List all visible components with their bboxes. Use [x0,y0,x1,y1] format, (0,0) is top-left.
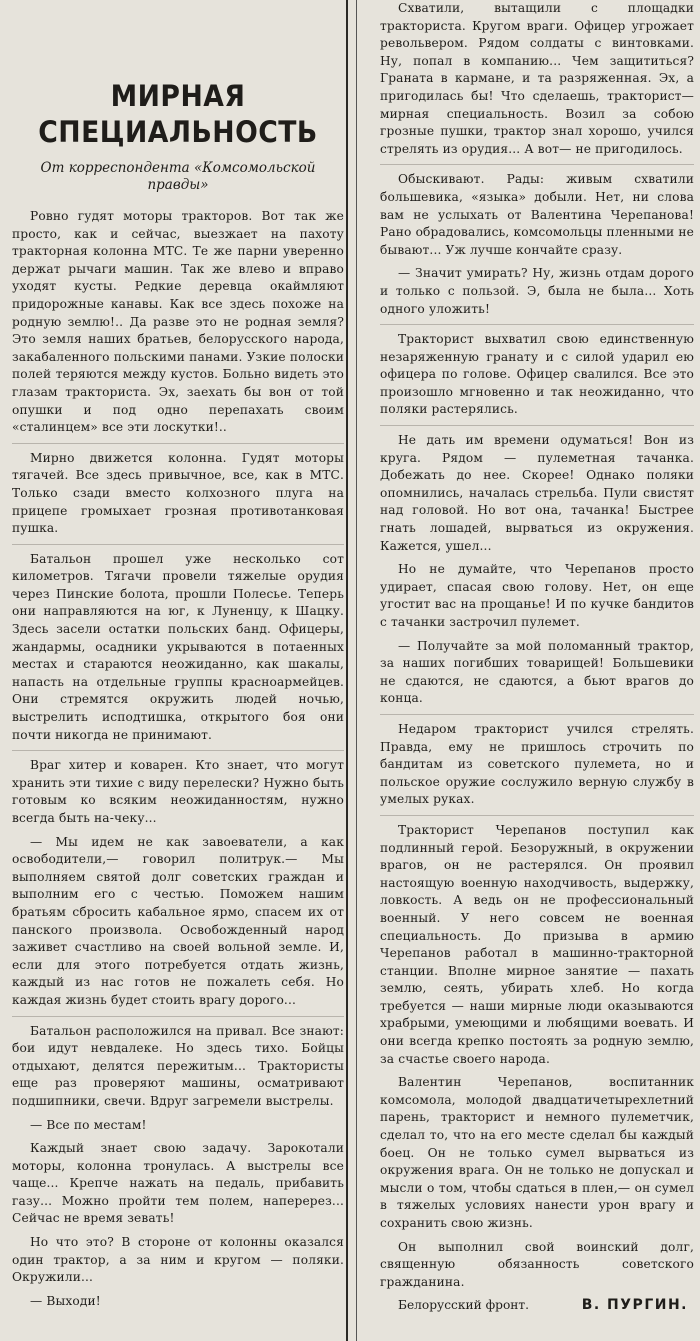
paragraph: Тракторист выхватил свою единственную незаряженную гранату и с силой ударил ею офицера по голове. Офицер свалился. Все это произошло мгновенно и так неожиданно, что поляки растерялись. [380,332,694,417]
paragraph: — Все по местам! [30,1117,147,1132]
paragraph: — Получайте за мой поломанный трактор, за наших погибших товарищей! Большевики не сдаются, не сдаются, а бьют врагов до конца. [380,638,694,706]
divider [12,544,344,545]
paragraph: Мирно движется колонна. Гудят моторы тягачей. Все здесь привычное, все, как в МТС. Только сзади вместо колхозного плуга на прицепе громыхает грозная противотанковая пушка. [12,450,344,536]
paragraph: Каждый знает свою задачу. Зарокотали моторы, колонна тронулась. А выстрелы все чаще... Крепче нажать на педаль, прибавить газу... Можно пройти тем полем, наперерез... Сейчас не время зевать! [12,1141,344,1226]
dateline: Белорусский фронт. [398,1298,530,1313]
signature-row [380,1297,694,1315]
author-signature: В. ПУРГИН. [581,1297,688,1314]
paragraph: Батальон расположился на привал. Все знают: бои идут невдалеке. Но здесь тихо. Бойцы отдыхают, делятся пережитым... Трактористы еще раз проверяют машины, осматривают подшипники, свечи. Вдруг загремели выстрелы. [12,1023,344,1108]
divider [12,1016,344,1017]
paragraph: Враг хитер и коварен. Кто знает, что могут хранить эти тихие с виду перелески? Нужно быть готовым ко всяким неожиданностям, нужно всегда быть на-чеку... [12,758,344,825]
divider [380,425,694,426]
divider [380,164,694,165]
article-title [25,78,330,150]
paragraph: Но не думайте, что Черепанов просто удирает, спасая свою голову. Нет, он еще угостит вас на прощанье! И по кучке бандитов с тачанки застрочил пулемет. [380,562,694,629]
paragraph: Но что это? В стороне от колонны оказался один трактор, а за ним и кругом — поляки. Окружили... [12,1235,344,1285]
divider [380,714,694,715]
paragraph: Он выполнил свой воинский долг, священную обязанность советского гражданина. [380,1239,694,1289]
paragraph: Недаром тракторист учился стрелять. Правда, ему не пришлось строчить по бандитам из советского пулемета, но и польское оружие сослужило верную службу в умелых руках. [380,721,694,807]
divider [12,443,344,444]
paragraph: Не дать им времени одуматься! Вон из круга. Рядом — пулеметная тачанка. Добежать до нее. Скорее! Однако поляки опомнились, началась стрельба. Пули свистят над головой. Но вот она, тачанка! Быстрее гнать лошадей, вырваться из окружения. Кажется, ушел... [380,433,694,553]
paragraph: Валентин Черепанов, воспитанник комсомола, молодой двадцатичетырехлетний парень, тракторист и немного пулеметчик, сделал то, что на его месте сделал бы каждый боец. Он не только сумел вырваться из окружения врага. Он не только не допускал и мысли о том, чтобы сдаться в плен,— он сумел в тяжелых условиях нанести урон врагу и сохранить свою жизнь. [380,1075,694,1230]
paragraph: — Выходи! [30,1293,101,1308]
paragraph: Обыскивают. Рады: живым схватили большевика, «языка» добыли. Нет, ни слова вам не услыхать от Валентина Черепанова! Рано обрадовались, комсомольцы пленными не бывают... Уж лучше кончайте сразу. [380,172,694,257]
right-column [360,0,700,1341]
title-line-2: СПЕЦИАЛЬНОСТЬ [38,115,318,149]
divider [12,750,344,751]
paragraph: — Значит умирать? Ну, жизнь отдам дорого и только с пользой. Э, была не была... Хоть одного уложить! [380,266,694,316]
divider [380,324,694,325]
paragraph: Ровно гудят моторы тракторов. Вот так же просто, как и сейчас, выезжает на пахоту тракторная колонна МТС. Те же парни уверенно держат рычаги машин. Так же влево и вправо уходят кусты. Редкие деревца окаймляют придорожные канавы. Как все здесь похоже на родную землю!.. Да разве это не родная земля? Это земля наших братьев, белорусского народа, закабаленного польскими панами. Узкие полоски полей теряются между кустов. Больно видеть это глазам тракториста. Эх, заехать бы вон от той опушки и под одно перепахать своим «сталинцем» все эти лоскутки!.. [12,209,344,435]
divider [380,815,694,816]
paragraph: Батальон прошел уже несколько сот километров. Тягачи провели тяжелые орудия через Пинские болота, прошли Полесье. Теперь они направляются на юг, к Луненцу, к Шацку. Здесь засели остатки польских банд. Офицеры, жандармы, осадники укрываются в потаенных местах и стараются неожиданно, как шакалы, напасть на отдельные группы красноармейцев. Они стремятся окружить людей ночью, выстрелить исподтишка, открытого боя они почти никогда не принимают. [12,551,344,742]
article-byline: От корреспондента «Комсомольской правды» [40,160,316,193]
paragraph: — Мы идем не как завоеватели, а как освободители,— говорил политрук.— Мы выполняем святой долг советских граждан и выполним его с честью. Поможем нашим братьям сбросить кабальное ярмо, спасем их от панского произвола. Освобожденный народ заживет счастливо на своей вольной земле. И, если для этого потребуется отдать жизнь, каждый из нас готов не пожалеть себя. Но каждая жизнь будет стоить врагу дорого... [12,834,344,1007]
column-divider-thin [356,0,357,1341]
paragraph: Тракторист Черепанов поступил как подлинный герой. Безоружный, в окружении врагов, он не растерялся. Он проявил настоящую военную находчивость, выдержку, ловкость. А ведь он не профессиональный военный. У него совсем не военная специальность. До призыва в армию Черепанов работал в машинно-тракторной станции. Вполне мирное занятие — пахать землю, сеять, убирать хлеб. Но когда требуется — наши мирные люди оказываются храбрыми, умеющими и любящими воевать. И они всегда крепко постоять за родную землю, за счастье своего народа. [380,822,694,1066]
title-line-1: МИРНАЯ [110,79,246,113]
paragraph: Схватили, вытащили с площадки тракториста. Кругом враги. Офицер угрожает револьвером. Рядом солдаты с винтовками. Ну, попал в компанию... Чем защититься? Граната в кармане, и та разряженная. Эх, а пригодилась бы! Что сделаешь, тракторист—мирная специальность. Возил за собою грозные пушки, трактор знал хорошо, учился стрелять из орудия... А вот— не пригодилось. [380,1,694,156]
